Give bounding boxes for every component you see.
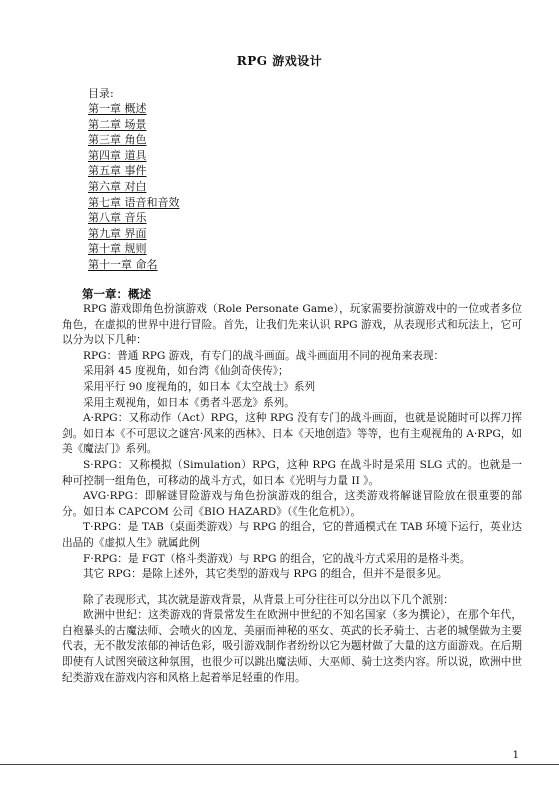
table-of-contents xyxy=(88,101,180,273)
paragraph: 除了表现形式，其次就是游戏背景，从背景上可分往往可以分出以下几个派别： xyxy=(83,593,454,606)
toc-item-8[interactable] xyxy=(88,210,180,226)
paragraph: 采用斜 45 度视角，如台湾《仙剑奇侠传》； xyxy=(83,365,289,378)
toc-item-3[interactable] xyxy=(88,132,180,148)
toc-item-11[interactable] xyxy=(88,257,180,273)
paragraph: 其它 RPG：是除上述外，其它类型的游戏与 RPG 的组合，但并不是很多见。 xyxy=(83,568,448,581)
footer-divider xyxy=(0,764,559,765)
body-text xyxy=(62,302,522,686)
page-number: 1 xyxy=(512,750,519,761)
toc-item-10[interactable] xyxy=(88,241,180,257)
paragraph: 欧洲中世纪：这类游戏的背景常发生在欧洲中世纪的不知名国家（多为撰论），在那个年代，白袍暴头的古魔法师、会喷火的凶龙、美丽而神秘的巫女、英武的长矛骑士、古老的城堡做为主要代表，无不散发浓郁的神话色彩，吸引游戏制作者纷纷以它为题材做了大量的这方面游戏。在后期即使有人试图突破这种氛围，也很少可以跳出魔法师、大巫师、骑士这类内容。所以说，欧洲中世纪类游戏在游戏内容和风格上起着举足轻重的作用。 xyxy=(62,609,522,684)
toc-link-chapter-3[interactable]: 第三章 角色 xyxy=(88,133,147,147)
toc-link-chapter-11[interactable]: 第十一章 命名 xyxy=(88,257,158,271)
toc-link-chapter-2[interactable]: 第二章 场景 xyxy=(88,117,147,131)
section-heading-chapter-1: 第一章：概述 xyxy=(82,287,151,301)
paragraph: 采用平行 90 度视角的，如日本《太空战士》系列 xyxy=(83,380,316,393)
paragraph: A·RPG：又称动作（Act）RPG，这种 RPG 没有专门的战斗画面，也就是说随时可以挥刀挥剑。如日本《不可思议之谜宫·风来的西林》、日本《天地创造》等等，也有主观视角的 A·RPG，如美《魔法门》系列。 xyxy=(62,412,522,456)
paragraph: T·RPG：是 TAB（桌面类游戏）与 RPG 的组合，它的普通模式在 TAB 环境下运行，英业达出品的《虚拟人生》就属此例 xyxy=(62,521,522,549)
toc-link-chapter-4[interactable]: 第四章 道具 xyxy=(88,148,147,162)
paragraph: S·RPG：又称模拟（Simulation）RPG，这种 RPG 在战斗时是采用 SLG 式的。也就是一种可控制一组角色，可移动的战斗方式，如日本《光明与力量 II 》。 xyxy=(62,458,522,487)
toc-link-chapter-10[interactable]: 第十章 规则 xyxy=(88,242,147,256)
toc-heading: 目录: xyxy=(88,87,114,100)
toc-item-4[interactable] xyxy=(88,148,180,164)
paragraph: AVG·RPG：即解谜冒险游戏与角色扮演游戏的组合，这类游戏将解谜冒险放在很重要的部分。如日本 CAPCOM 公司《BIO HAZARD》（《生化危机》）。 xyxy=(62,490,522,518)
toc-item-1[interactable] xyxy=(88,101,180,117)
toc-link-chapter-8[interactable]: 第八章 音乐 xyxy=(88,211,147,225)
paragraph: F·RPG：是 FGT（格斗类游戏）与 RPG 的组合，它的战斗方式采用的是格斗类。 xyxy=(83,552,471,565)
toc-link-chapter-5[interactable]: 第五章 事件 xyxy=(88,164,147,178)
toc-link-chapter-6[interactable]: 第六章 对白 xyxy=(88,179,147,193)
toc-item-7[interactable] xyxy=(88,195,180,211)
toc-link-chapter-1[interactable]: 第一章 概述 xyxy=(88,102,147,115)
document-title: RPG 游戏设计 xyxy=(236,54,323,68)
paragraph: RPG 游戏即角色扮演游戏（Role Personate Game），玩家需要扮演游戏中的一位或者多位角色，在虚拟的世界中进行冒险。首先，让我们先来认识 RPG 游戏，从表现形式和玩法上，它可以分为以下几种： xyxy=(62,303,522,347)
toc-link-chapter-9[interactable]: 第九章 界面 xyxy=(88,226,147,240)
toc-item-2[interactable] xyxy=(88,117,180,133)
toc-item-9[interactable] xyxy=(88,226,180,242)
toc-item-6[interactable] xyxy=(88,179,180,195)
paragraph: 采用主观视角，如日本《勇者斗恶龙》系列。 xyxy=(83,396,295,409)
paragraph: RPG：普通 RPG 游戏，有专门的战斗画面。战斗画面用不同的视角来表现： xyxy=(83,349,445,362)
toc-link-chapter-7[interactable]: 第七章 语音和音效 xyxy=(88,195,180,209)
toc-item-5[interactable] xyxy=(88,163,180,179)
